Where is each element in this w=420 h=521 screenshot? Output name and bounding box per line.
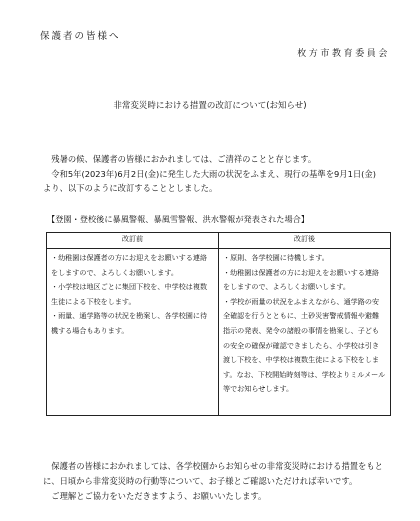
- before-item-school-dismissal: ・小学校は地区ごとに集団下校を、中学校は複数生徒による下校をします。: [51, 282, 208, 306]
- after-item-kindergarten: ・幼稚園は保護者の方にお迎えをお願いする連絡をしますので、よろしくお願いします。: [223, 267, 380, 292]
- intro-greeting: 残暑の候、保護者の皆様におかれましては、ご清祥のことと存じます。: [51, 154, 317, 164]
- comparison-table: [46, 232, 391, 416]
- intro-statement: 令和5年(2023年)6月2日(金)に発生した大雨の状況をふまえ、現行の基準を9月1日(金)より、以下のように改訂することとしました。: [43, 168, 376, 193]
- closing-thanks: ご理解とご協力をいただきますよう、お願いいたします。: [51, 491, 267, 501]
- table-header-row: [47, 233, 391, 249]
- header-after: 改訂後: [219, 233, 391, 249]
- before-cell: [47, 249, 219, 416]
- intro-paragraphs: [43, 152, 383, 196]
- closing-request: 保護者の皆様におかれましては、各学校園からお知らせの非常変災時における措置をもとに、日頃から非常変災時の行動等について、お子様とご確認いただければ幸いです。: [43, 461, 383, 486]
- sender: 枚方市教育委員会: [297, 49, 390, 59]
- closing-paragraphs: [43, 459, 388, 504]
- after-item-safety-check: ・学校が雨量の状況をふまえながら、通学路の安全確認を行うとともに、土砂災害警戒情報や避難指示の発表、発令の諸般の事情を勘案し、子どもの安全の確保が確認できましたら、小学校は引き渡し下校を、中学校は複数生徒による下校をします。なお、下校開始時刻等は、学校よりミルメール等でお知らせします。: [223, 296, 386, 394]
- after-item-standby: ・原則、各学校園に待機します。: [223, 253, 329, 262]
- before-item-kindergarten: ・幼稚園は保護者の方にお迎えをお願いする連絡をしますので、よろしくお願いします。: [51, 253, 208, 277]
- table-row: [47, 249, 391, 416]
- header-before: 改訂前: [47, 233, 219, 249]
- section-heading: 【登園・登校後に暴風警報、暴風雪警報、洪水警報が発表された場合】: [47, 214, 310, 224]
- addressee: 保護者の皆様へ: [40, 31, 121, 42]
- document-title: 非常変災時における措置の改訂について(お知らせ): [113, 101, 307, 111]
- before-item-standby: ・雨量、通学路等の状況を勘案し、各学校園に待機する場合もあります。: [51, 311, 208, 335]
- after-cell: [219, 249, 391, 416]
